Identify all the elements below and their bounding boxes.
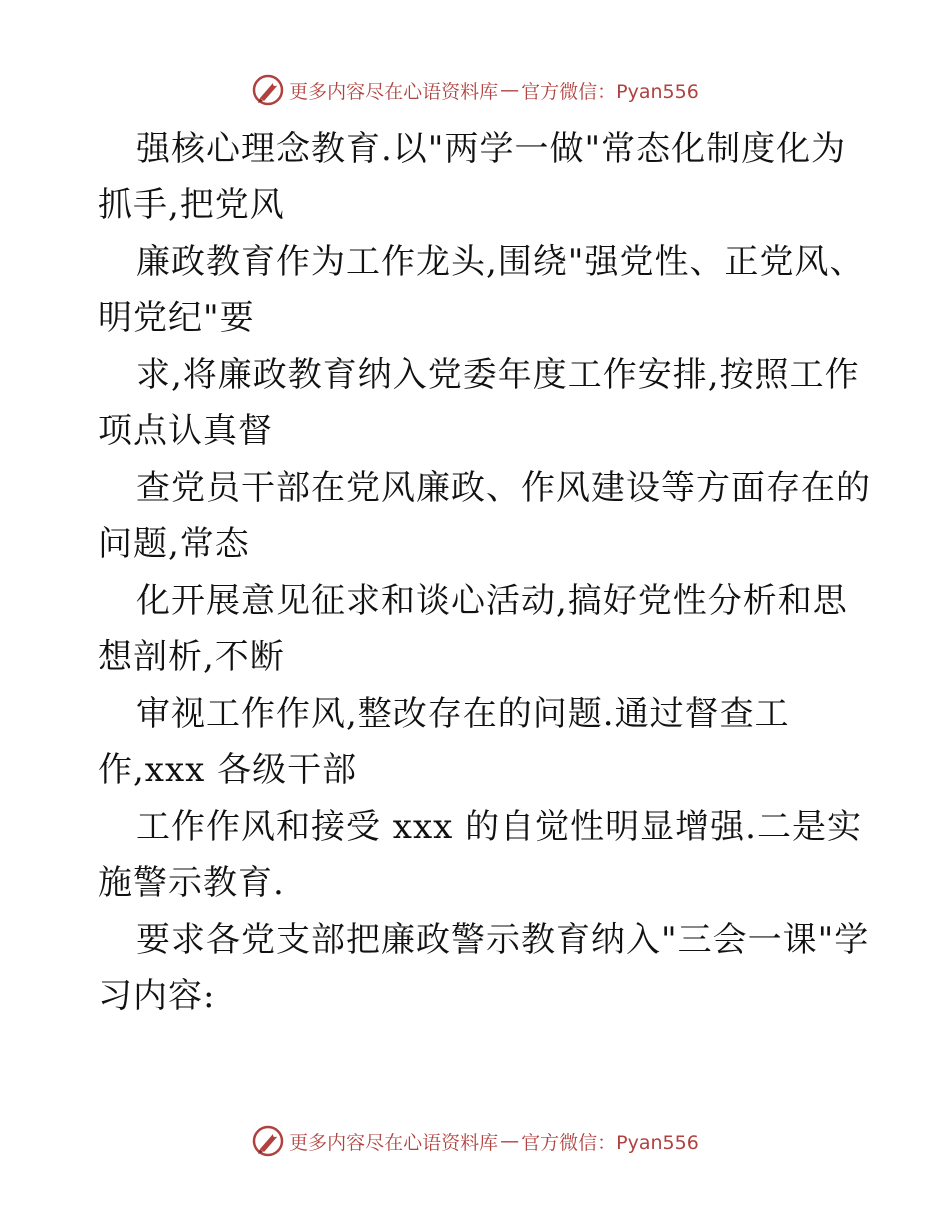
banner-wechat: 官方微信：Pyan556 [521,80,699,103]
pen-logo-icon [251,73,285,107]
paragraph-line: 施警示教育. [98,863,285,903]
paragraph-line: 抓手,把党风 [98,185,285,225]
paragraph-line: 强核心理念教育.以"两学一做"常态化制度化为 [136,129,847,169]
paragraph-line: 问题,常态 [98,524,250,564]
paragraph-line: 想剖析,不断 [98,637,285,677]
paragraph [0,685,950,798]
paragraph-line: 廉政教育作为工作龙头,围绕"强党性、正党风、 [136,242,865,282]
paragraph-line: 审视工作作风,整改存在的问题.通过督查工 [136,694,790,734]
banner-dash: — [500,79,520,101]
paragraph-line: 明党纪"要 [98,298,255,338]
document-body [0,120,950,1024]
paragraph-line: 作,xxx 各级干部 [98,750,358,790]
banner-text: 更多内容尽在心语资料库 [289,80,499,103]
paragraph [0,798,950,911]
paragraph-line: 习内容: [98,976,216,1016]
banner-wechat: 官方微信：Pyan556 [521,1131,699,1154]
paragraph-line: 工作作风和接受 xxx 的自觉性明显增强.二是实 [136,807,862,847]
banner-dash: — [500,1130,520,1152]
paragraph-line: 查党员干部在党风廉政、作风建设等方面存在的 [136,468,871,508]
paragraph-line: 项点认真督 [98,411,273,451]
pen-logo-icon [251,1124,285,1158]
banner-text: 更多内容尽在心语资料库 [289,1131,499,1154]
paragraph [0,911,950,1024]
paragraph [0,233,950,346]
paragraph-line: 化开展意见征求和谈心活动,搞好党性分析和思 [136,581,848,621]
paragraph-line: 要求各党支部把廉政警示教育纳入"三会一课"学 [136,920,870,960]
paragraph [0,572,950,685]
footer-banner [0,1123,950,1159]
header-banner [0,72,950,108]
paragraph-line: 求,将廉政教育纳入党委年度工作安排,按照工作 [136,355,860,395]
paragraph [0,120,950,233]
paragraph [0,459,950,572]
paragraph [0,346,950,459]
